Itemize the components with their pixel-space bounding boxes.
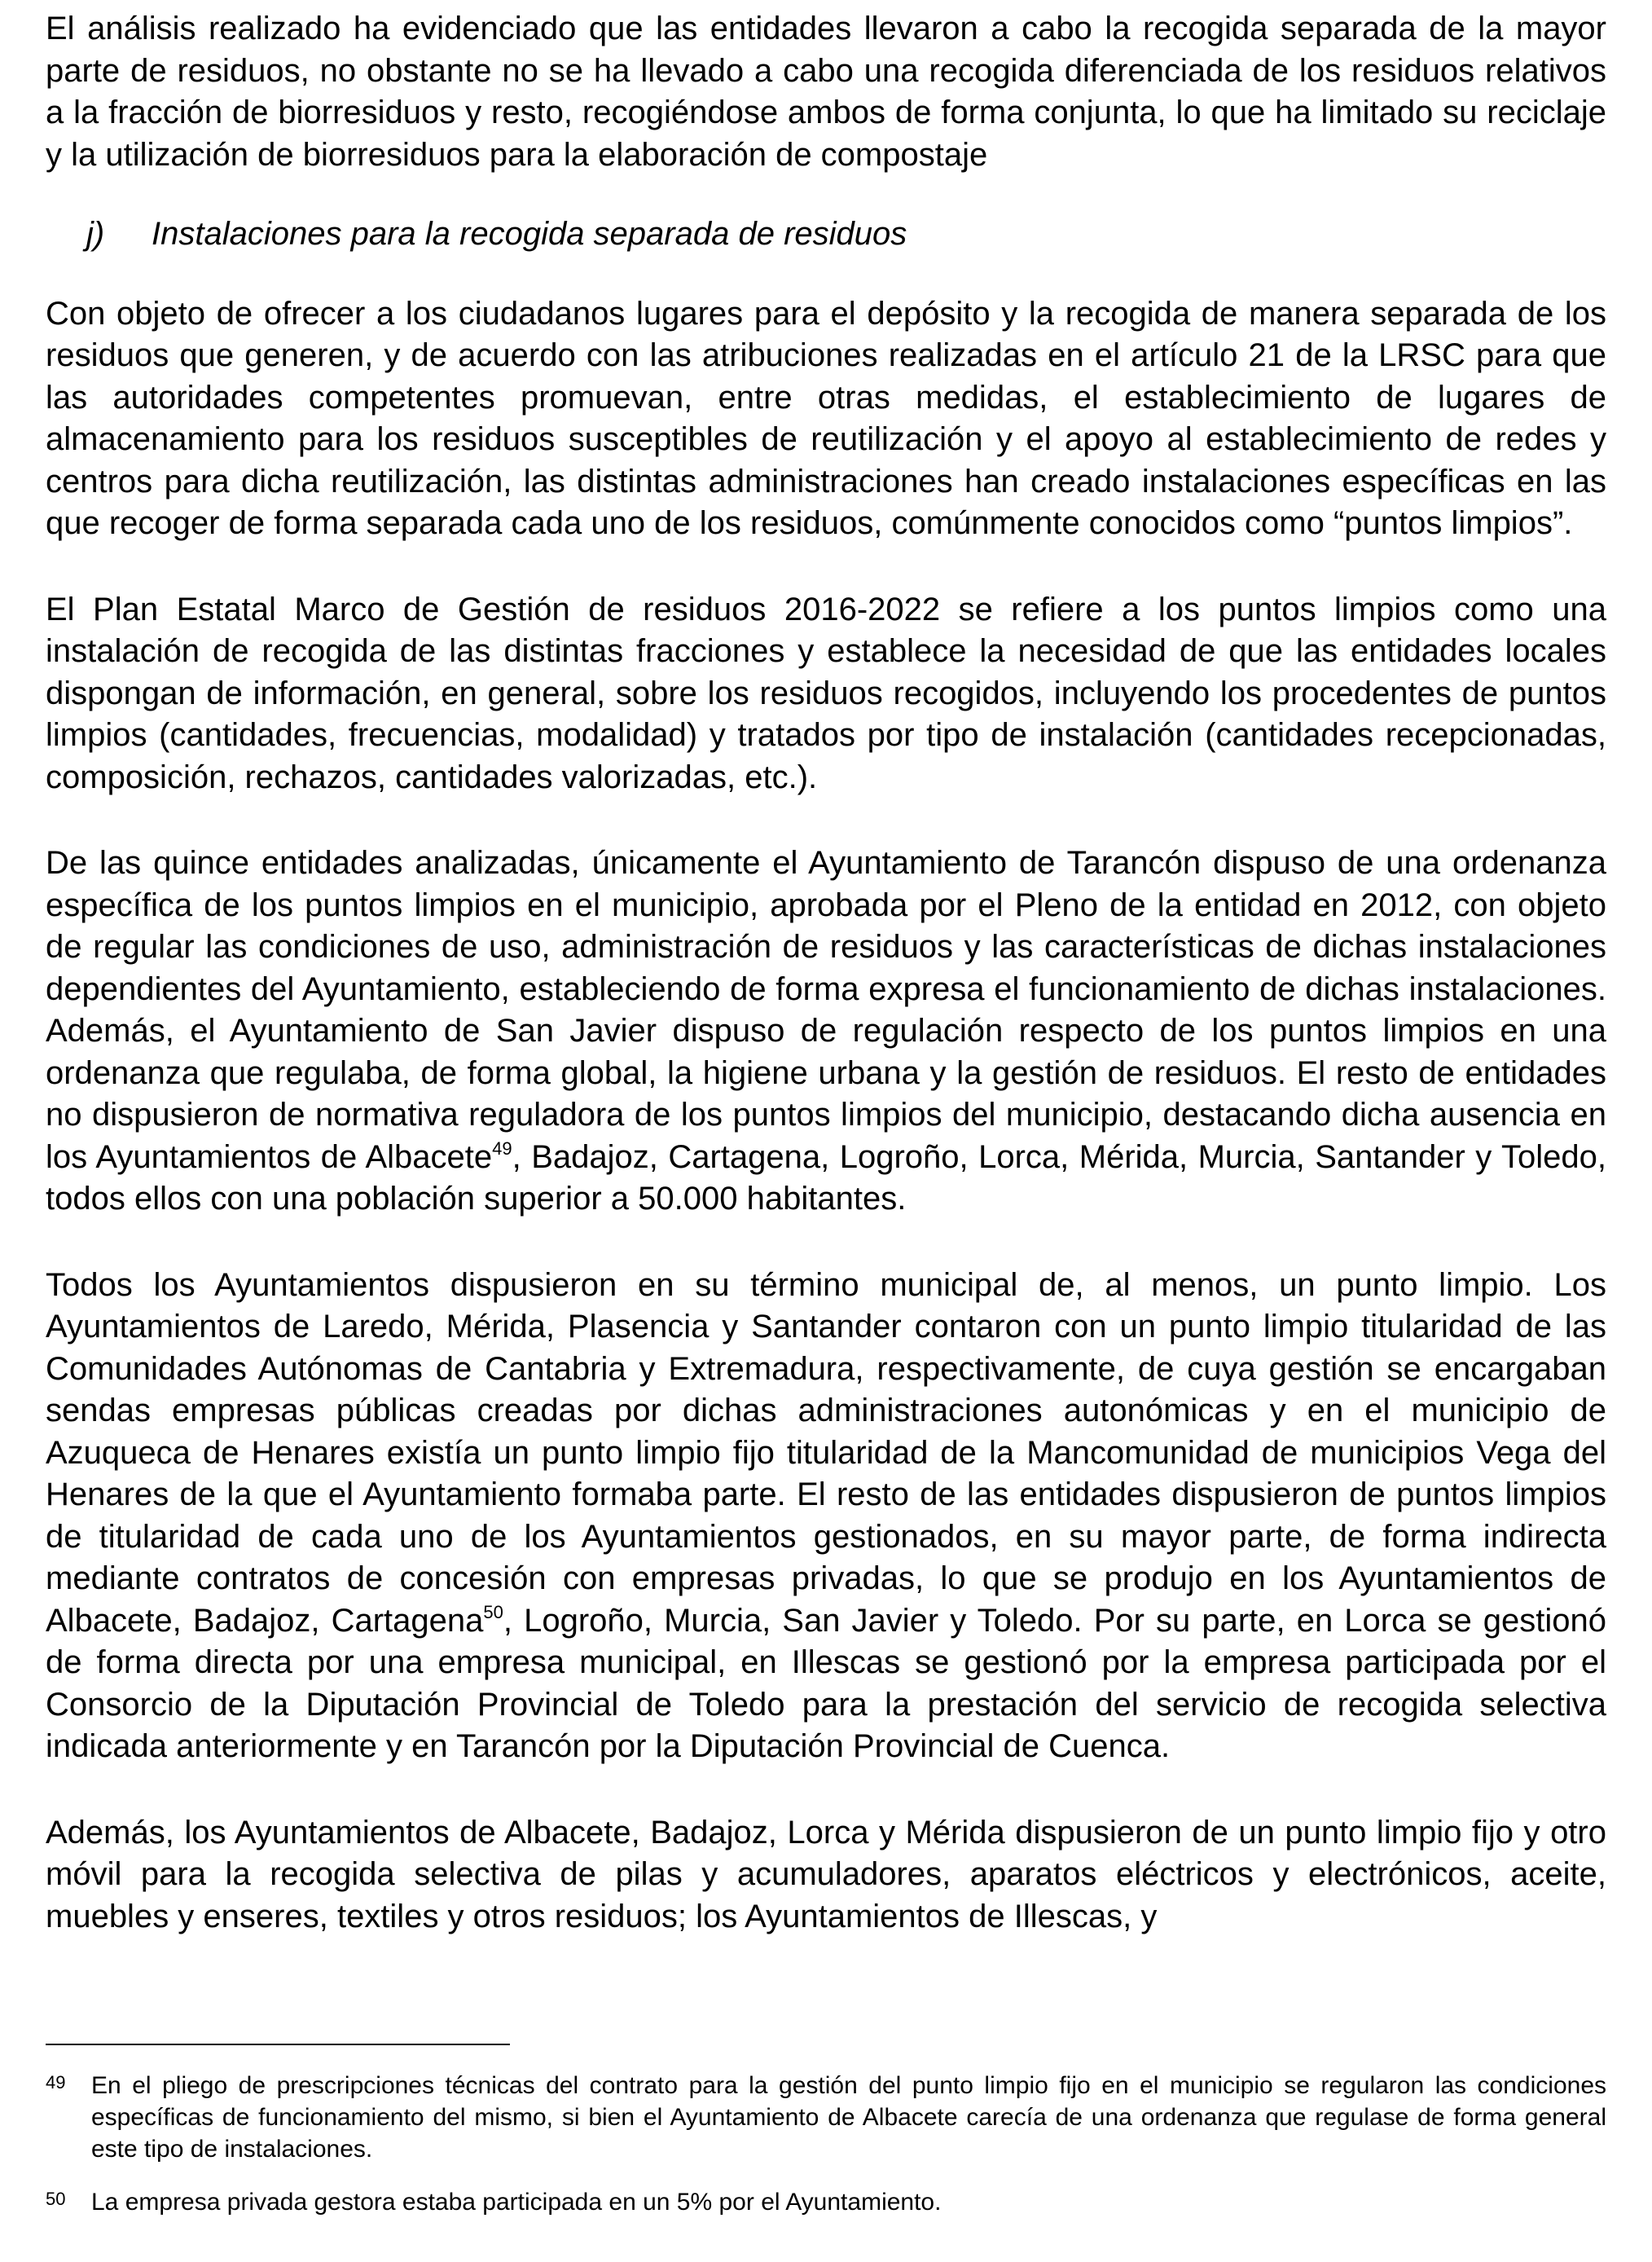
document-body: [46, 8, 1606, 1938]
footnote-separator: [46, 2044, 510, 2045]
section-heading-marker: j): [86, 216, 105, 252]
footnote-ref-49[interactable]: 49: [492, 1138, 512, 1159]
footnote-50: [46, 2186, 1606, 2218]
footnotes: [46, 2070, 1606, 2218]
section-heading-text: Instalaciones para la recogida separada de residuos: [152, 216, 907, 252]
paragraph-biorresiduos: El análisis realizado ha evidenciado que las entidades llevaron a cabo la recogida separada de la mayor parte de residuos, no obstante no se ha llevado a cabo una recogida diferenciada de los residuos relativos a la fracción de biorresiduos y resto, recogiéndose ambos de forma conjunta, lo que ha limitado su reciclaje y la utilización de biorresiduos para la elaboración de compostaje: [46, 11, 1606, 173]
paragraph-ordenanzas-part1: De las quince entidades analizadas, únicamente el Ayuntamiento de Tarancón dispuso de una ordenanza específica de los puntos limpios en el municipio, aprobada por el Pleno de la entidad en 2012, con objeto de regular las condiciones de uso, administración de residuos y las características de dichas instalaciones dependientes del Ayuntamiento, estableciendo de forma expresa el funcionamiento de dichas instalaciones. Además, el Ayuntamiento de San Javier dispuso de regulación respecto de los puntos limpios en una ordenanza que regulaba, de forma global, la higiene urbana y la gestión de residuos. El resto de entidades no dispusieron de normativa reguladora de los puntos limpios del municipio, destacando dicha ausencia en los Ayuntamientos de Albacete: [46, 845, 1606, 1175]
section-heading: [46, 213, 1606, 256]
paragraph-titularidad: [46, 1265, 1606, 1768]
paragraph-ordenanzas-part2: , Badajoz, Cartagena, Logroño, Lorca, Mérida, Murcia, Santander y Toledo, todos ellos con una población superior a 50.000 habitantes.: [46, 1138, 1606, 1217]
footnote-number: 49: [46, 2072, 66, 2093]
paragraph-titularidad-part2: , Logroño, Murcia, San Javier y Toledo. Por su parte, en Lorca se gestionó de forma directa por una empresa municipal, en Illescas se gestionó por la empresa participada por el Consorcio de la Diputación Provincial de Toledo para la prestación del servicio de recogida selectiva indicada anteriormente y en Tarancón por la Diputación Provincial de Cuenca.: [46, 1602, 1606, 1764]
paragraph-plan-estatal: El Plan Estatal Marco de Gestión de residuos 2016-2022 se refiere a los puntos limpios como una instalación de recogida de las distintas fracciones y establece la necesidad de que las entidades locales dispongan de información, en general, sobre los residuos recogidos, incluyendo los procedentes de puntos limpios (cantidades, frecuencias, modalidad) y tratados por tipo de instalación (cantidades recepcionadas, composición, rechazos, cantidades valorizadas, etc.).: [46, 591, 1606, 795]
footnote-49: [46, 2070, 1606, 2165]
paragraph-ordenanzas: [46, 843, 1606, 1221]
footnote-ref-50[interactable]: 50: [483, 1601, 503, 1622]
footnote-text: En el pliego de prescripciones técnicas del contrato para la gestión del punto limpio fijo en el municipio se regularon las condiciones específicas de funcionamiento del mismo, si bien el Ayuntamiento de Albacete carecía de una ordenanza que regulase de forma general este tipo de instalaciones.: [91, 2072, 1606, 2163]
footnote-number: 50: [46, 2189, 66, 2209]
footnote-text: La empresa privada gestora estaba participada en un 5% por el Ayuntamiento.: [91, 2189, 942, 2216]
paragraph-titularidad-part1: Todos los Ayuntamientos dispusieron en su término municipal de, al menos, un punto limpio. Los Ayuntamientos de Laredo, Mérida, Plasencia y Santander contaron con un punto limpio titularidad de las Comunidades Autónomas de Cantabria y Extremadura, respectivamente, de cuya gestión se encargaban sendas empresas públicas creadas por dichas administraciones autonómicas y en el municipio de Azuqueca de Henares existía un punto limpio fijo titularidad de la Mancomunidad de municipios Vega del Henares de la que el Ayuntamiento formaba parte. El resto de las entidades dispusieron de puntos limpios de titularidad de cada uno de los Ayuntamientos gestionados, en su mayor parte, de forma indirecta mediante contratos de concesión con empresas privadas, lo que se produjo en los Ayuntamientos de Albacete, Badajoz, Cartagena: [46, 1266, 1606, 1639]
paragraph-puntos-limpios-intro: Con objeto de ofrecer a los ciudadanos lugares para el depósito y la recogida de manera separada de los residuos que generen, y de acuerdo con las atribuciones realizadas en el artículo 21 de la LRSC para que las autoridades competentes promuevan, entre otras medidas, el establecimiento de lugares de almacenamiento para los residuos susceptibles de reutilización y el apoyo al establecimiento de redes y centros para dicha reutilización, las distintas administraciones han creado instalaciones específicas en las que recoger de forma separada cada uno de los residuos, comúnmente conocidos como “puntos limpios”.: [46, 295, 1606, 541]
paragraph-punto-limpio-movil: Además, los Ayuntamientos de Albacete, Badajoz, Lorca y Mérida dispusieron de un punto limpio fijo y otro móvil para la recogida selectiva de pilas y acumuladores, aparatos eléctricos y electrónicos, aceite, muebles y enseres, textiles y otros residuos; los Ayuntamientos de Illescas, y: [46, 1814, 1606, 1934]
